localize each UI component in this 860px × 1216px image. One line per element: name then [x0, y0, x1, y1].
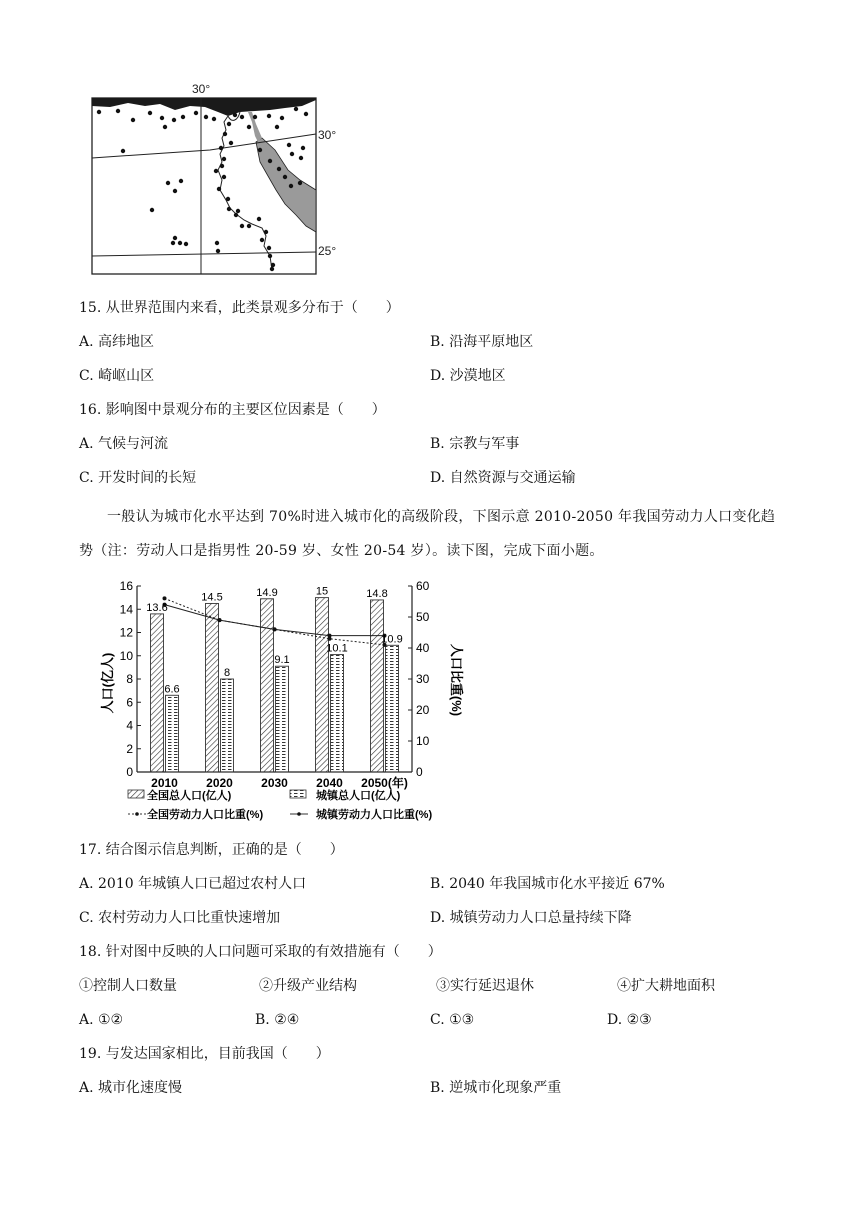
map-settlement-dot	[260, 238, 264, 242]
bar-label-national: 14.8	[366, 587, 388, 600]
line-point	[328, 634, 332, 638]
map-settlement-dot	[178, 241, 182, 245]
bar-national-population	[261, 599, 274, 772]
map-settlement-dot	[216, 249, 220, 253]
bar-national-population	[206, 603, 219, 772]
map-settlement-dot	[171, 241, 175, 245]
x-tick-label: 2030	[261, 776, 288, 790]
q16-option-c: C. 开发时间的长短	[79, 470, 197, 486]
q18-option-b: B. ②④	[255, 1012, 300, 1028]
map-settlement-dot	[267, 246, 271, 250]
map-settlement-dot	[268, 254, 272, 258]
map-settlement-dot	[222, 157, 226, 161]
map-settlement-dot	[226, 197, 230, 201]
q18-item-3: ③实行延迟退休	[436, 978, 534, 994]
map-settlement-dot	[283, 175, 287, 179]
y2-tick-label: 50	[416, 610, 430, 624]
map-settlement-dot	[258, 148, 262, 152]
legend-urban-population: 城镇总人口(亿人)	[316, 790, 401, 802]
q18-item-1: ①控制人口数量	[79, 978, 177, 994]
q18-item-2: ②升级产业结构	[259, 978, 357, 994]
y-tick-label: 0	[126, 765, 133, 779]
map-settlement-dot	[240, 115, 244, 119]
map-settlement-dot	[214, 169, 218, 173]
bar-urban-population	[166, 695, 179, 772]
q16-option-b: B. 宗教与军事	[430, 436, 520, 452]
map-settlement-dot	[236, 209, 240, 213]
map-settlement-dot	[173, 189, 177, 193]
y-tick-label: 16	[119, 579, 133, 593]
y-tick-label: 8	[126, 672, 133, 686]
y2-tick-label: 20	[416, 703, 430, 717]
map-settlement-dot	[287, 143, 291, 147]
bar-label-urban: 10.9	[381, 633, 403, 646]
legend-national-labor-ratio: 全国劳动力人口比重(%)	[147, 809, 264, 821]
map-settlement-dot	[150, 208, 154, 212]
map-settlement-dot	[179, 179, 183, 183]
y-tick-label: 4	[126, 718, 133, 733]
y-tick-label: 14	[119, 602, 133, 617]
q19-option-a: A. 城市化速度慢	[79, 1080, 183, 1096]
x-tick-label: 2040	[316, 776, 343, 790]
q15-option-a: A. 高纬地区	[79, 334, 155, 350]
x-tick-label: 2010	[151, 776, 178, 790]
map-settlement-dot	[277, 167, 281, 171]
map-settlement-dot	[163, 125, 167, 129]
bar-national-population	[371, 600, 384, 772]
bar-label-urban: 10.1	[326, 642, 348, 655]
bar-national-population	[316, 598, 329, 772]
q18-option-a: A. ①②	[79, 1012, 124, 1028]
q18-option-d: D. ②③	[607, 1012, 652, 1028]
map-settlement-dot	[270, 267, 274, 271]
map-settlement-dot	[247, 125, 251, 129]
map-settlement-dot	[173, 236, 177, 240]
question-19-stem: 19. 与发达国家相比，目前我国（ ）	[79, 1046, 330, 1062]
map-settlement-dot	[217, 187, 221, 191]
map-settlement-dot	[268, 159, 272, 163]
bar-urban-population	[276, 666, 289, 772]
bar-urban-population	[331, 655, 344, 772]
y2-axis-title: 人口比重(%)	[449, 643, 464, 717]
map-settlement-dot	[280, 116, 284, 120]
q15-option-c: C. 崎岖山区	[79, 368, 155, 384]
y2-tick-label: 60	[416, 579, 430, 593]
map-settlement-dot	[247, 224, 251, 228]
bar-urban-population	[386, 645, 399, 772]
map-settlement-dot	[301, 146, 305, 150]
map-settlement-dot	[267, 114, 271, 118]
map-settlement-dot	[240, 224, 244, 228]
bar-urban-population	[221, 679, 234, 772]
intro-paragraph: 一般认为城市化水平达到 70%时进入城市化的高级阶段，下图示意 2010-2050 年我国劳动力人口变化趋势（注：劳动人口是指男性 20-59 岁、女性 20-54 岁）。读下图，完成下面小题。	[79, 509, 776, 559]
line-point	[163, 596, 167, 600]
map-settlement-dot	[194, 111, 198, 115]
map-settlement-dot	[227, 122, 231, 126]
map-settlement-dot	[121, 149, 125, 153]
population-chart	[95, 578, 465, 828]
bar-label-urban: 8	[223, 667, 231, 679]
bar-national-population	[151, 614, 164, 772]
line-point	[218, 618, 222, 622]
map-settlement-dot	[204, 115, 208, 119]
y2-tick-label: 0	[416, 765, 423, 779]
map-settlement-dot	[219, 146, 223, 150]
map-settlement-dot	[116, 109, 120, 113]
bar-label-national: 14.9	[256, 586, 278, 599]
map-label-30-right: 30°	[318, 128, 337, 142]
bar-label-urban: 6.6	[164, 683, 180, 696]
map-settlement-dot	[184, 242, 188, 246]
q18-item-4: ④扩大耕地面积	[617, 978, 715, 994]
map-settlement-dot	[294, 107, 298, 111]
map-settlement-dot	[223, 132, 227, 136]
map-settlement-dot	[160, 116, 164, 120]
line-point	[273, 627, 277, 631]
q17-option-b: B. 2040 年我国城市化水平接近 67%	[430, 876, 665, 892]
bar-label-national: 15	[315, 585, 329, 598]
q16-option-d: D. 自然资源与交通运输	[430, 470, 576, 486]
bar-label-national: 14.5	[201, 591, 223, 604]
map-settlement-dot	[271, 263, 275, 267]
map-settlement-dot	[253, 115, 257, 119]
chart-legend	[128, 788, 432, 821]
legend-national-population: 全国总人口(亿人)	[147, 790, 232, 802]
y2-tick-label: 40	[416, 641, 430, 655]
map-settlement-dot	[212, 117, 216, 121]
map-settlement-dot	[227, 207, 231, 211]
map-settlement-dot	[215, 241, 219, 245]
map-settlement-dot	[148, 111, 152, 115]
question-15-stem: 15. 从世界范围内来看，此类景观多分布于（ ）	[79, 300, 400, 316]
map-settlement-dot	[289, 184, 293, 188]
q15-option-d: D. 沙漠地区	[430, 368, 506, 384]
map-settlement-dot	[304, 112, 308, 116]
line-national-labor-ratio	[165, 598, 385, 645]
q17-option-c: C. 农村劳动力人口比重快速增加	[79, 910, 281, 926]
x-tick-label: 2020	[206, 776, 233, 790]
map-settlement-dot	[264, 230, 268, 234]
map-settlement-dot	[181, 115, 185, 119]
map-settlement-dot	[257, 217, 261, 221]
q17-option-d: D. 城镇劳动力人口总量持续下降	[430, 910, 632, 926]
map-settlement-dot	[275, 125, 279, 129]
q15-option-b: B. 沿海平原地区	[430, 334, 534, 350]
legend-urban-labor-ratio: 城镇劳动力人口比重(%)	[316, 809, 433, 821]
y2-tick-label: 30	[416, 672, 430, 686]
map-settlement-dot	[131, 118, 135, 122]
q19-option-b: B. 逆城市化现象严重	[430, 1080, 562, 1096]
q18-option-c: C. ①③	[430, 1012, 475, 1028]
y2-tick-label: 10	[416, 734, 430, 748]
map-settlement-dot	[234, 213, 238, 217]
bar-label-national: 13.6	[146, 601, 168, 614]
map-settlement-dot	[97, 110, 101, 114]
map-figure	[85, 76, 350, 282]
map-settlement-dot	[166, 181, 170, 185]
question-18-stem: 18. 针对图中反映的人口问题可采取的有效措施有（ ）	[79, 944, 442, 960]
map-settlement-dot	[222, 175, 226, 179]
y-axis-title: 人口(亿人)	[100, 652, 115, 714]
q17-option-a: A. 2010 年城镇人口已超过农村人口	[79, 876, 307, 892]
q16-option-a: A. 气候与河流	[79, 436, 169, 452]
map-label-30-top: 30°	[192, 82, 211, 96]
question-16-stem: 16. 影响图中景观分布的主要区位因素是（ ）	[79, 402, 386, 418]
y-tick-label: 10	[119, 648, 133, 663]
map-settlement-dot	[298, 181, 302, 185]
bar-label-urban: 9.1	[274, 654, 290, 667]
map-settlement-dot	[299, 156, 303, 160]
map-settlement-dot	[290, 152, 294, 156]
map-settlement-dot	[172, 118, 176, 122]
y-tick-label: 12	[119, 625, 133, 640]
y-tick-label: 6	[126, 695, 133, 710]
x-tick-label: 2050(年)	[361, 776, 408, 790]
map-settlement-dot	[220, 164, 224, 168]
map-settlement-dot	[233, 113, 237, 117]
y-tick-label: 2	[126, 741, 133, 756]
map-label-25-right: 25°	[318, 244, 337, 258]
map-settlement-dot	[229, 141, 233, 145]
question-17-stem: 17. 结合图示信息判断，正确的是（ ）	[79, 842, 344, 858]
